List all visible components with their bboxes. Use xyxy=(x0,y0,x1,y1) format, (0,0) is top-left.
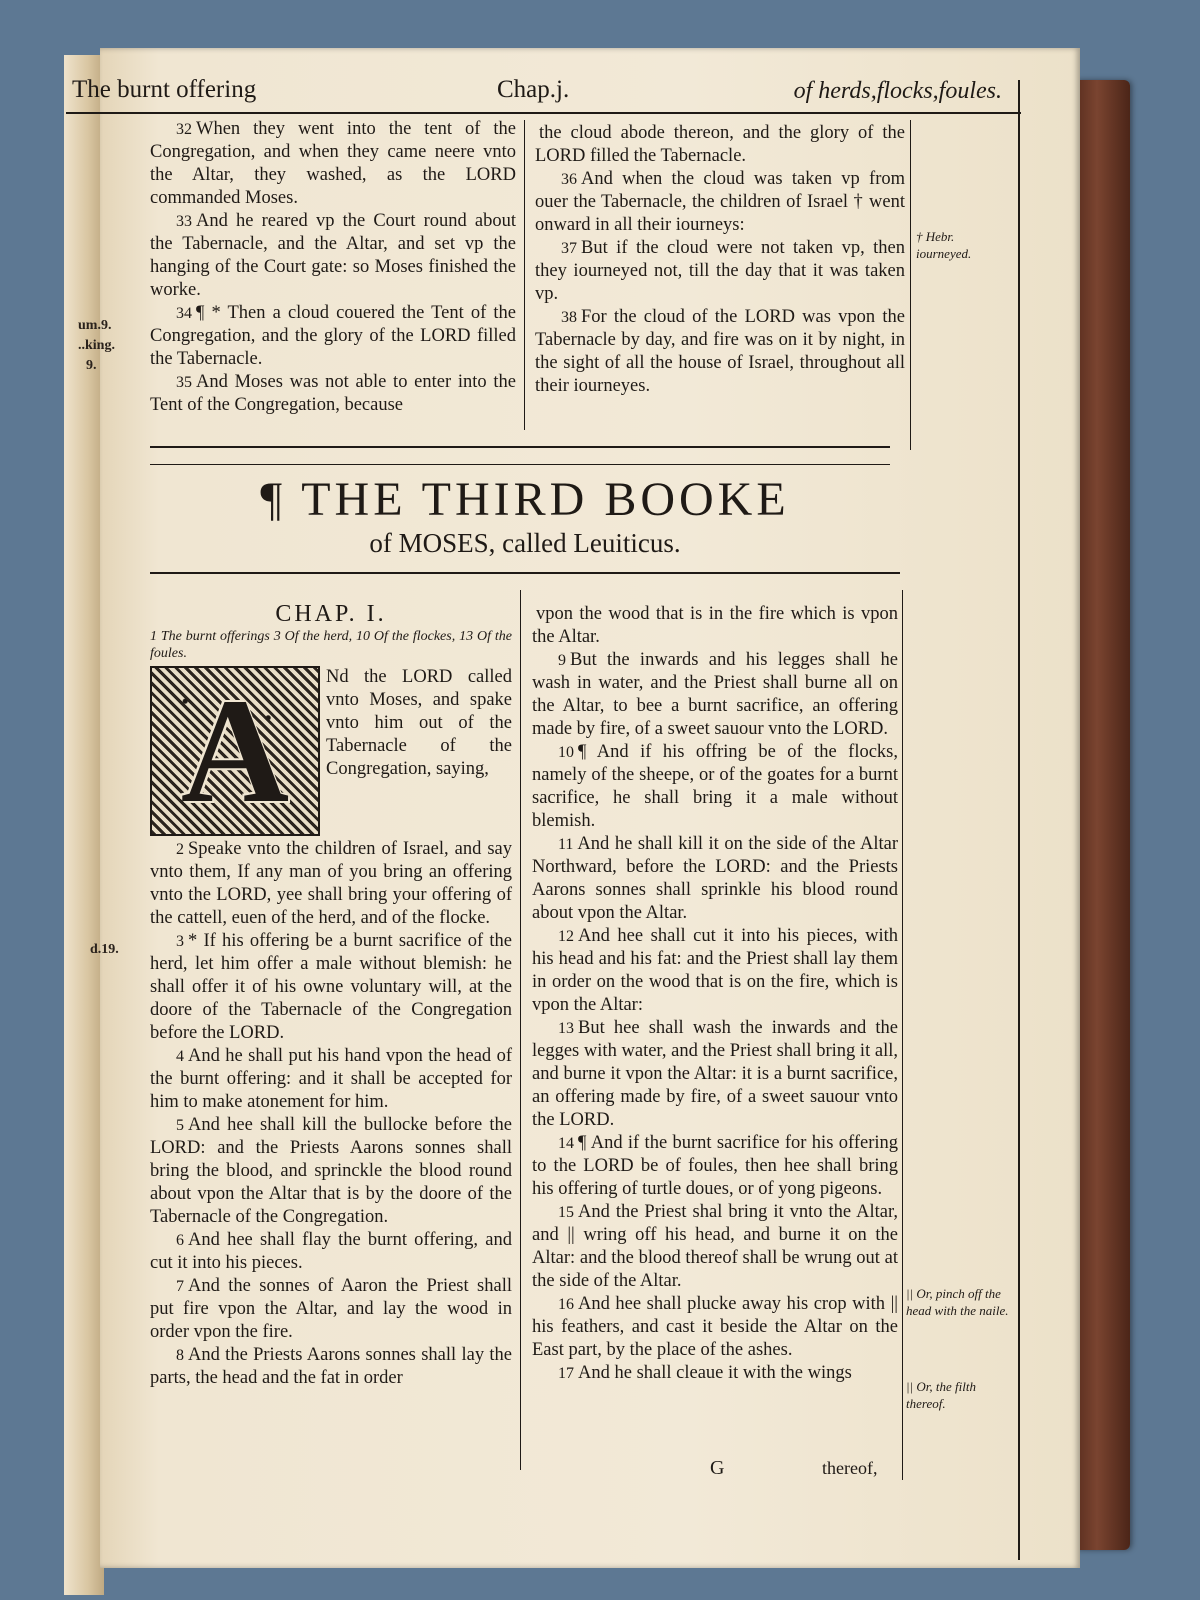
verse-text: the cloud abode thereon, and the glory of the LORD filled the Tabernacle. xyxy=(535,123,905,166)
verse-number: 34 xyxy=(176,305,192,322)
chapter-left-column xyxy=(150,603,512,1390)
verse xyxy=(535,122,905,168)
verse xyxy=(150,930,512,1045)
verse-text: And the Priests Aarons sonnes shall lay the parts, the head and the fat in order xyxy=(150,1345,512,1388)
verse xyxy=(532,603,898,649)
verse xyxy=(532,1362,898,1385)
top-right-column xyxy=(535,122,905,398)
verse-number: 11 xyxy=(558,836,574,853)
verse-text: And when the cloud was taken vp from ouer the Tabernacle, the children of Israel † went onward in all their iourneys: xyxy=(535,169,905,235)
verse xyxy=(532,833,898,925)
margin-note: † Hebr. iourneyed. xyxy=(916,229,972,261)
verse-number: 2 xyxy=(176,841,184,858)
verse-text: And hee shall flay the burnt offering, and cut it into his pieces. xyxy=(150,1230,512,1273)
top-left-column xyxy=(150,118,516,417)
verse-number: 15 xyxy=(558,1204,574,1221)
verse xyxy=(150,371,516,417)
outer-rule xyxy=(1018,80,1020,1560)
verse xyxy=(150,210,516,302)
running-head-left: The burnt offering xyxy=(72,76,257,103)
dropcap xyxy=(150,666,320,836)
chapter-heading: CHAP. I. xyxy=(275,601,387,627)
verse-text: ¶ And if his offring be of the flocks, namely of the sheepe, or of the goates for a burnt sacrifice, he shall bring it a male without blemish. xyxy=(532,742,898,831)
verse-text: But the inwards and his legges shall he wash in water, and the Priest shall burne all on the Altar, to bee a burnt sacrifice, an offering made by fire, of a sweet sauour vnto the LORD. xyxy=(532,650,898,739)
verse-text: But hee shall wash the inwards and the legges with water, and the Priest shall bring it all, and burne it vpon the Altar: it is a burnt sacrifice, an offering made by fire, of a sweet sauour vnto the LORD. xyxy=(532,1018,898,1130)
verse-text: And hee shall cut it into his pieces, with his head and his fat: and the Priest shall lay them in order on the wood that is on the fire, which is vpon the Altar: xyxy=(532,926,898,1015)
verse xyxy=(532,1201,898,1293)
margin-note: || Or, pinch off the head with the naile. xyxy=(906,1286,1009,1318)
verse-number: 4 xyxy=(176,1048,184,1065)
verse xyxy=(150,838,512,930)
verse-text: Speake vnto the children of Israel, and say vnto them, If any man of you bring an offering vnto the LORD, yee shall bring your offering of the cattell, euen of the herd, and of the flocke. xyxy=(150,839,512,928)
margin-ref: d.19. xyxy=(90,942,119,957)
verse-number: 33 xyxy=(176,213,192,230)
verse-number: 16 xyxy=(558,1296,574,1313)
verse-text: And Moses was not able to enter into the Tent of the Congregation, because xyxy=(150,372,516,415)
margin-ref: um.9. xyxy=(78,318,112,333)
verse xyxy=(532,741,898,833)
verse-text: And he shall cleaue it with the wings xyxy=(578,1363,852,1383)
margin-ref: ..king. xyxy=(78,338,115,353)
verse-number: 3 xyxy=(176,933,184,950)
title-rule-top xyxy=(150,446,890,448)
verse-text: ¶ And if the burnt sacrifice for his offering to the LORD be of foules, then hee shall bring his offering of turtle doues, or of yong pigeons. xyxy=(532,1133,898,1199)
verse-number: 37 xyxy=(561,240,577,257)
verse-number: 17 xyxy=(558,1365,574,1382)
verse xyxy=(532,1017,898,1132)
catchword: thereof, xyxy=(822,1458,878,1478)
verse xyxy=(535,168,905,237)
verse-text: And the Priest shal bring it vnto the Altar, and || wring off his head, and burne it on the Altar: and the blood thereof shall be wrung out at the side of the Altar. xyxy=(532,1202,898,1291)
verse-text: When they went into the tent of the Congregation, and when they came neere vnto the Altar, they washed, as the LORD commanded Moses. xyxy=(150,119,516,208)
verse-text: ¶ * Then a cloud couered the Tent of the Congregation, and the glory of the LORD filled the Tabernacle. xyxy=(150,303,516,369)
title-rule-bottom xyxy=(150,572,900,574)
column-rule xyxy=(520,590,521,1470)
verse xyxy=(150,1275,512,1344)
verse-text: And he reared vp the Court round about the Tabernacle, and the Altar, and set vp the hanging of the Court gate: so Moses finished the worke. xyxy=(150,211,516,300)
verse-number: 14 xyxy=(558,1135,574,1152)
verse-number: 8 xyxy=(176,1347,184,1364)
verse xyxy=(532,649,898,741)
dropcap-letter: A xyxy=(150,666,320,836)
margin-rule xyxy=(902,590,903,1480)
opening-verse: Nd the LORD called vnto Moses, and spake vnto him out of the Tabernacle of the Congregation, saying, xyxy=(326,667,512,779)
verse-text: And hee shall kill the bullocke before the LORD: and the Priests Aarons sonnes shall bring the blood, and sprinckle the blood round about vpon the Altar that is by the doore of the Tabernacle of the Congregation. xyxy=(150,1115,512,1227)
verse-number: 5 xyxy=(176,1117,184,1134)
verse-text: * If his offering be a burnt sacrifice of the herd, let him offer a male without blemish: he shall offer it of his owne voluntary will, at the doore of the Tabernacle of the Congregation before the LORD. xyxy=(150,931,512,1043)
verse xyxy=(535,306,905,398)
title-rule-top2 xyxy=(150,464,890,465)
running-head-right: of herds,flocks,foules. xyxy=(793,78,1002,104)
book-subtitle: of MOSES, called Leuiticus. xyxy=(369,528,681,558)
verse xyxy=(532,1293,898,1362)
signature-mark: G xyxy=(710,1457,725,1479)
verse xyxy=(150,302,516,371)
verse-text: And he shall put his hand vpon the head of the burnt offering: and it shall be accepted for him to make atonement for him. xyxy=(150,1046,512,1112)
verse-number: 32 xyxy=(176,121,192,138)
verse xyxy=(150,1045,512,1114)
chapter-right-column xyxy=(532,603,898,1385)
verse xyxy=(150,1344,512,1390)
verse-number: 13 xyxy=(558,1020,574,1037)
verse-text: And he shall kill it on the side of the Altar Northward, before the LORD: and the Priests Aarons sonnes shall sprinkle his blood round about vpon the Altar. xyxy=(532,834,898,923)
column-rule xyxy=(524,120,525,430)
verse-text: And hee shall plucke away his crop with || his feathers, and cast it beside the Altar on the East part, by the place of the ashes. xyxy=(532,1294,898,1360)
verse xyxy=(150,1229,512,1275)
running-head-chapter: Chap.j. xyxy=(497,76,570,103)
verse xyxy=(150,1114,512,1229)
verse-number: 10 xyxy=(558,744,574,761)
chapter-summary: 1 The burnt offerings 3 Of the herd, 10 Of the flockes, 13 Of the foules. xyxy=(150,629,512,661)
verse-number: 9 xyxy=(558,652,566,669)
margin-ref: 9. xyxy=(86,358,97,373)
running-head xyxy=(72,72,1022,112)
verse xyxy=(150,118,516,210)
verse-number: 7 xyxy=(176,1278,184,1295)
previous-page-edge xyxy=(64,55,104,1595)
verse-number: 35 xyxy=(176,374,192,391)
verse-number: 6 xyxy=(176,1232,184,1249)
verse-number: 12 xyxy=(558,928,574,945)
header-rule xyxy=(66,112,1021,114)
verse xyxy=(532,1132,898,1201)
book-spine xyxy=(1075,80,1130,1550)
verse-text: And the sonnes of Aaron the Priest shall put fire vpon the Altar, and lay the wood in order vpon the fire. xyxy=(150,1276,512,1342)
verse-number: 38 xyxy=(561,309,577,326)
verse xyxy=(532,925,898,1017)
verse-text: But if the cloud were not taken vp, then they iourneyed not, till the day that it was taken vp. xyxy=(535,238,905,304)
verse xyxy=(535,237,905,306)
verse-text: For the cloud of the LORD was vpon the Tabernacle by day, and fire was on it by night, in the sight of all the house of Israel, throughout all their iourneyes. xyxy=(535,307,905,396)
chapter-left-verses xyxy=(150,838,512,1390)
verse-text: vpon the wood that is in the fire which is vpon the Altar. xyxy=(532,604,898,647)
verse-number: 36 xyxy=(561,171,577,188)
margin-note: || Or, the filth thereof. xyxy=(906,1379,976,1411)
margin-rule xyxy=(910,120,911,450)
book-title: ¶ THE THIRD BOOKE xyxy=(260,473,790,526)
